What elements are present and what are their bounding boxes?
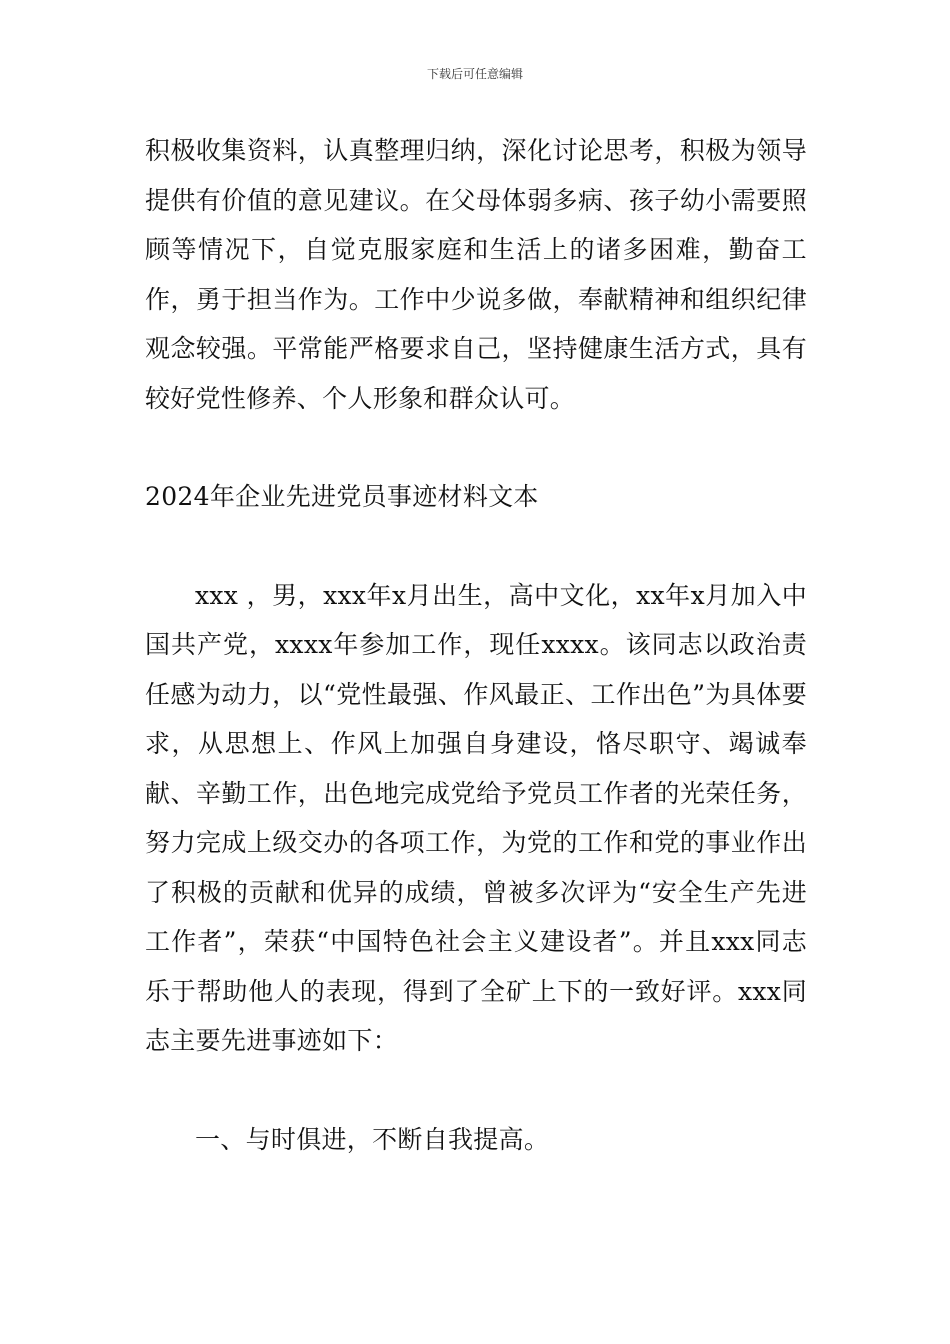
paragraph-gap — [145, 1066, 807, 1115]
paragraph-2: xxx ，男，xxx年x月出生，高中文化，xx年x月加入中国共产党，xxxx年参加工作，现任xxxx。该同志以政治责任感为动力，以“党性最强、作风最正、工作出色”为具体要求，从思想上、作风上加强自身建设，恪尽职守、竭诚奉献、辛勤工作，出色地完成党给予党员工作者的光荣任务，努力完成上级交办的各项工作，为党的工作和党的事业作出了积极的贡献和优异的成绩，曾被多次评为“安全生产先进工作者”，荣获“中国特色社会主义建设者”。并且xxx同志乐于帮助他人的表现，得到了全矿上下的一致好评。xxx同志主要先进事迹如下： — [145, 580, 807, 1055]
paragraph-1: 积极收集资料，认真整理归纳，深化讨论思考，积极为领导提供有价值的意见建议。在父母体弱多病、孩子幼小需要照顾等情况下，自觉克服家庭和生活上的诸多困难，勤奋工作，勇于担当作为。工作中少说多做，奉献精神和组织纪律观念较强。平常能严格要求自己，坚持健康生活方式，具有较好党性修养、个人形象和群众认可。 — [145, 136, 807, 413]
paragraph-gap — [145, 522, 807, 571]
paragraph-gap — [145, 423, 807, 472]
section-heading-1: 一、与时俱进，不断自我提高。 — [195, 1124, 550, 1154]
header-note: 下载后可任意编辑 — [426, 67, 523, 81]
document-title: 2024年企业先进党员事迹材料文本 — [145, 482, 539, 511]
document-body — [145, 126, 807, 1164]
